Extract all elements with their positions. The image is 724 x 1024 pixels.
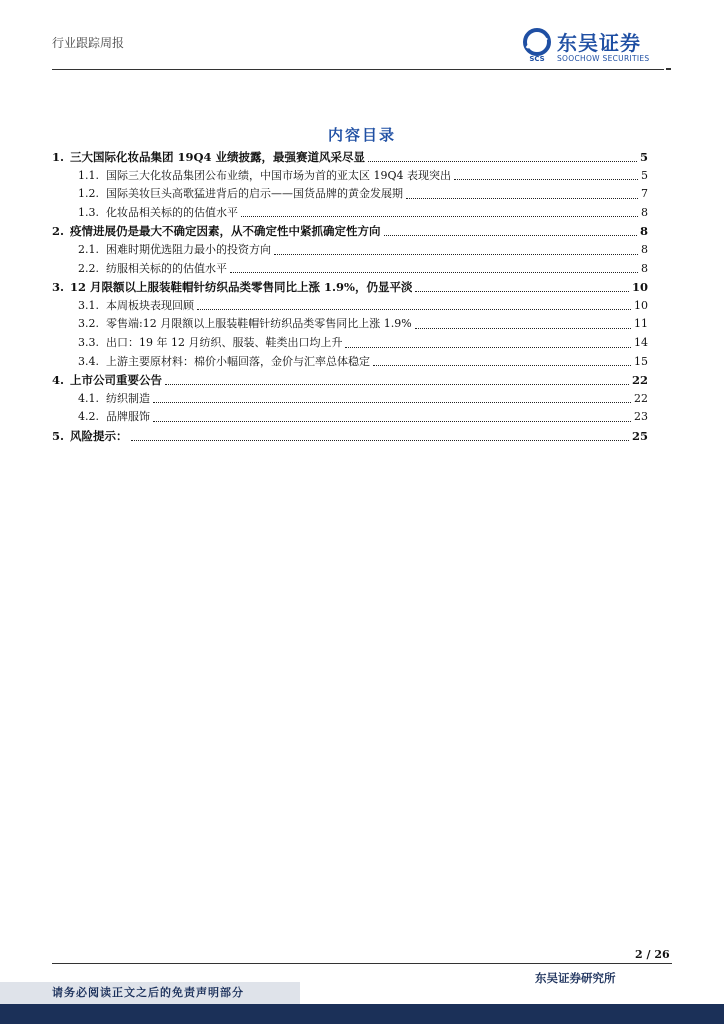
toc-dot-leader — [415, 272, 629, 292]
header-divider-tick — [666, 68, 671, 70]
toc-entry-title: 12 月限额以上服装鞋帽针纺织品类零售同比上涨 1.9%，仍显平淡 — [70, 280, 413, 295]
toc-entry[interactable] — [52, 427, 648, 446]
toc-entry-title: 困难时期优选阻力最小的投资方向 — [106, 242, 271, 256]
toc-dot-leader — [153, 384, 631, 404]
toc-entry-page: 8 — [641, 205, 648, 219]
toc-entry-page: 7 — [641, 187, 648, 201]
toc-entry-title: 国际美妆巨头高歌猛进背后的启示——国货品牌的黄金发展期 — [106, 187, 403, 201]
soochow-logo-icon — [521, 28, 553, 62]
toc-entry-page: 8 — [641, 261, 648, 275]
toc-entry-number: 4.2. — [78, 410, 99, 424]
toc-entry-page: 8 — [639, 224, 648, 239]
toc-dot-leader — [415, 309, 631, 329]
toc-entry-page: 14 — [634, 335, 648, 349]
toc-entry-title: 出口：19 年 12 月纺织、服装、鞋类出口均上升 — [106, 335, 343, 349]
toc-dot-leader — [345, 328, 631, 348]
toc-entry-page: 22 — [634, 391, 648, 405]
toc-entry-title: 纺织制造 — [106, 391, 150, 405]
toc-entry-number: 1.2. — [78, 187, 99, 201]
toc-entry-title: 品牌服饰 — [106, 410, 150, 424]
report-type-label: 行业跟踪周报 — [52, 36, 125, 50]
toc-entry-page: 5 — [641, 168, 648, 182]
research-institute-name: 东吴证券研究所 — [535, 971, 616, 985]
toc-dot-leader — [165, 365, 629, 385]
company-logo — [521, 26, 671, 66]
toc-dot-leader — [131, 421, 629, 441]
toc-title: 内容目录 — [327, 126, 396, 144]
brand-name-en: SOOCHOW SECURITIES — [557, 54, 650, 63]
toc-dot-leader — [197, 291, 631, 311]
footer-divider — [52, 963, 672, 964]
toc-entry-page: 10 — [631, 280, 648, 295]
toc-entry-number: 2.1. — [78, 242, 99, 256]
toc-entry-number: 3.4. — [78, 354, 99, 368]
toc-entry-number: 4.1. — [78, 391, 99, 405]
toc-dot-leader — [153, 402, 631, 422]
toc-entry-number: 3.1. — [78, 298, 99, 312]
toc-entry-title: 纺服相关标的的估值水平 — [106, 261, 227, 275]
toc-entry-title: 三大国际化妆品集团 19Q4 业绩披露，最强赛道风采尽显 — [70, 150, 366, 164]
toc-entry-title: 化妆品相关标的的估值水平 — [106, 205, 238, 219]
toc-dot-leader — [241, 198, 638, 218]
toc-entry-title: 本周板块表现回顾 — [106, 298, 194, 312]
toc-entry-number: 4. — [52, 373, 65, 388]
toc-entry-page: 25 — [631, 428, 648, 443]
toc-entry-title: 国际三大化妆品集团公布业绩，中国市场为首的亚太区 19Q4 表现突出 — [106, 168, 452, 182]
toc-entry-page: 15 — [634, 354, 648, 368]
footer-bar — [0, 1004, 724, 1024]
toc-entry-number: 3. — [52, 280, 65, 295]
toc-entry-page: 8 — [641, 242, 648, 256]
table-of-contents — [52, 148, 648, 446]
toc-entry-number: 3.3. — [78, 335, 99, 349]
toc-entry-title: 上市公司重要公告 — [70, 373, 163, 388]
toc-dot-leader — [274, 235, 638, 255]
toc-entry-page: 11 — [634, 317, 648, 331]
toc-entry-number: 3.2. — [78, 317, 99, 331]
toc-entry-title: 风险提示： — [70, 428, 128, 443]
toc-entry-number: 1. — [52, 150, 65, 164]
toc-entry-number: 2.2. — [78, 261, 99, 275]
toc-entry-title: 疫情进展仍是最大不确定因素，从不确定性中紧抓确定性方向 — [70, 224, 381, 239]
toc-entry-title: 上游主要原材料：棉价小幅回落，金价与汇率总体稳定 — [106, 354, 370, 368]
toc-entry-page: 23 — [634, 410, 648, 424]
toc-entry-number: 5. — [52, 428, 65, 443]
toc-dot-leader — [454, 161, 638, 181]
toc-entry-page: 5 — [639, 150, 648, 164]
toc-entry-title: 零售端:12 月限额以上服装鞋帽针纺织品类零售同比上涨 1.9% — [106, 317, 412, 331]
logo-abbrev: SCS — [529, 55, 545, 62]
toc-entry-number: 1.1. — [78, 168, 99, 182]
page-number: 2 / 26 — [635, 948, 670, 961]
toc-dot-leader — [230, 254, 638, 274]
toc-dot-leader — [368, 142, 637, 162]
toc-entry-number: 1.3. — [78, 205, 99, 219]
toc-dot-leader — [406, 179, 638, 199]
header-divider — [52, 69, 664, 70]
toc-dot-leader — [373, 347, 631, 367]
disclaimer-text: 请务必阅读正文之后的免责声明部分 — [52, 986, 244, 999]
toc-entry-page: 22 — [631, 373, 648, 388]
toc-entry-number: 2. — [52, 224, 65, 239]
toc-dot-leader — [384, 216, 637, 236]
toc-entry-page: 10 — [634, 298, 648, 312]
brand-name-cn: 东吴证券 — [557, 31, 641, 55]
